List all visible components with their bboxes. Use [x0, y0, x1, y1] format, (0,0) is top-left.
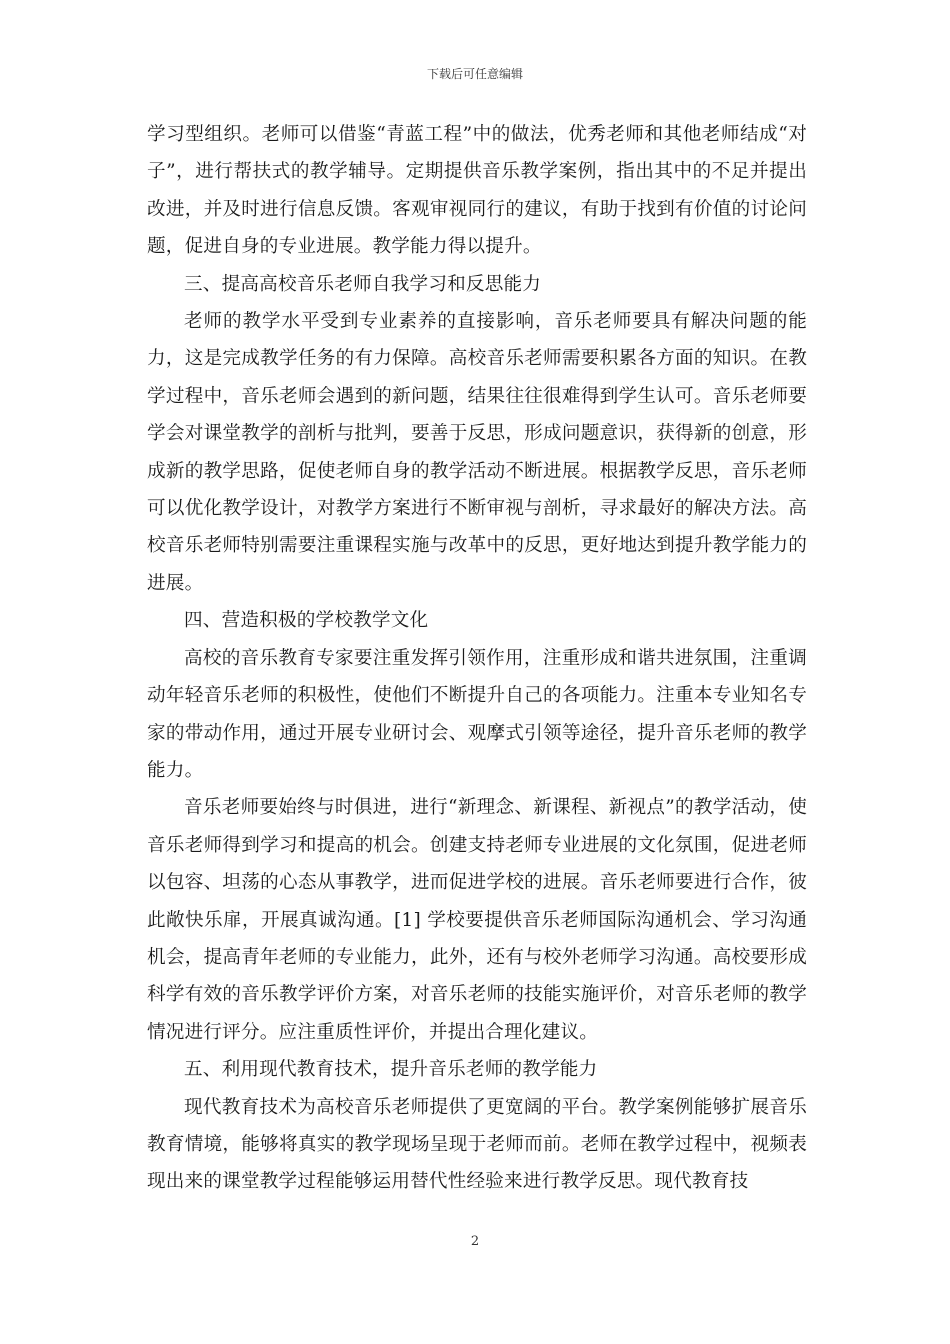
paragraph-culture: 音乐老师要始终与时俱进，进行“新理念、新课程、新视点”的教学活动，使音乐老师得到学习和提高的机会。创建支持老师专业进展的文化氛围，促进老师以包容、坦荡的心态从事教学，进而促进学校的进展。音乐老师要进行合作，彼此敞快乐扉，开展真诚沟通。[1] 学校要提供音乐老师国际沟通机会、学习沟通机会，提高青年老师的专业能力，此外，还有与校外老师学习沟通。高校要形成科学有效的音乐教学评价方案，对音乐老师的技能实施评价，对音乐老师的教学情况进行评分。应注重质性评价，并提出合理化建议。 [147, 797, 807, 1043]
paragraph-experts: 高校的音乐教育专家要注重发挥引领作用，注重形成和谐共进氛围，注重调动年轻音乐老师的积极性，使他们不断提升自己的各项能力。注重本专业知名专家的带动作用，通过开展专业研讨会、观摩式引领等途径，提升音乐老师的教学能力。 [147, 647, 807, 781]
section-heading-3: 三、提高高校音乐老师自我学习和反思能力 [184, 273, 542, 295]
page-number: 2 [470, 1234, 480, 1249]
document-body [147, 116, 807, 1201]
paragraph-technology: 现代教育技术为高校音乐老师提供了更宽阔的平台。教学案例能够扩展音乐教育情境，能够将真实的教学现场呈现于老师而前。老师在教学过程中，视频表现出来的课堂教学过程能够运用替代性经验来进行教学反思。现代教育技 [147, 1096, 807, 1193]
section-heading-5: 五、利用现代教育技术，提升音乐老师的教学能力 [184, 1059, 598, 1081]
page-header: 下载后可任意编辑 [426, 67, 523, 81]
paragraph-continuation: 学习型组织。老师可以借鉴“青蓝工程”中的做法，优秀老师和其他老师结成“对子”，进行帮扶式的教学辅导。定期提供音乐教学案例，指出其中的不足并提出改进，并及时进行信息反馈。客观审视同行的建议，有助于找到有价值的讨论问题，促进自身的专业进展。教学能力得以提升。 [147, 124, 807, 258]
section-heading-4: 四、营造积极的学校教学文化 [184, 610, 429, 632]
paragraph-reflection: 老师的教学水平受到专业素养的直接影响，音乐老师要具有解决问题的能力，这是完成教学任务的有力保障。高校音乐老师需要积累各方面的知识。在教学过程中，音乐老师会遇到的新问题，结果往往很难得到学生认可。音乐老师要学会对课堂教学的剖析与批判，要善于反思，形成问题意识，获得新的创意，形成新的教学思路，促使老师自身的教学活动不断进展。根据教学反思，音乐老师可以优化教学设计，对教学方案进行不断审视与剖析，寻求最好的解决方法。高校音乐老师特别需要注重课程实施与改革中的反思，更好地达到提升教学能力的进展。 [147, 311, 807, 594]
